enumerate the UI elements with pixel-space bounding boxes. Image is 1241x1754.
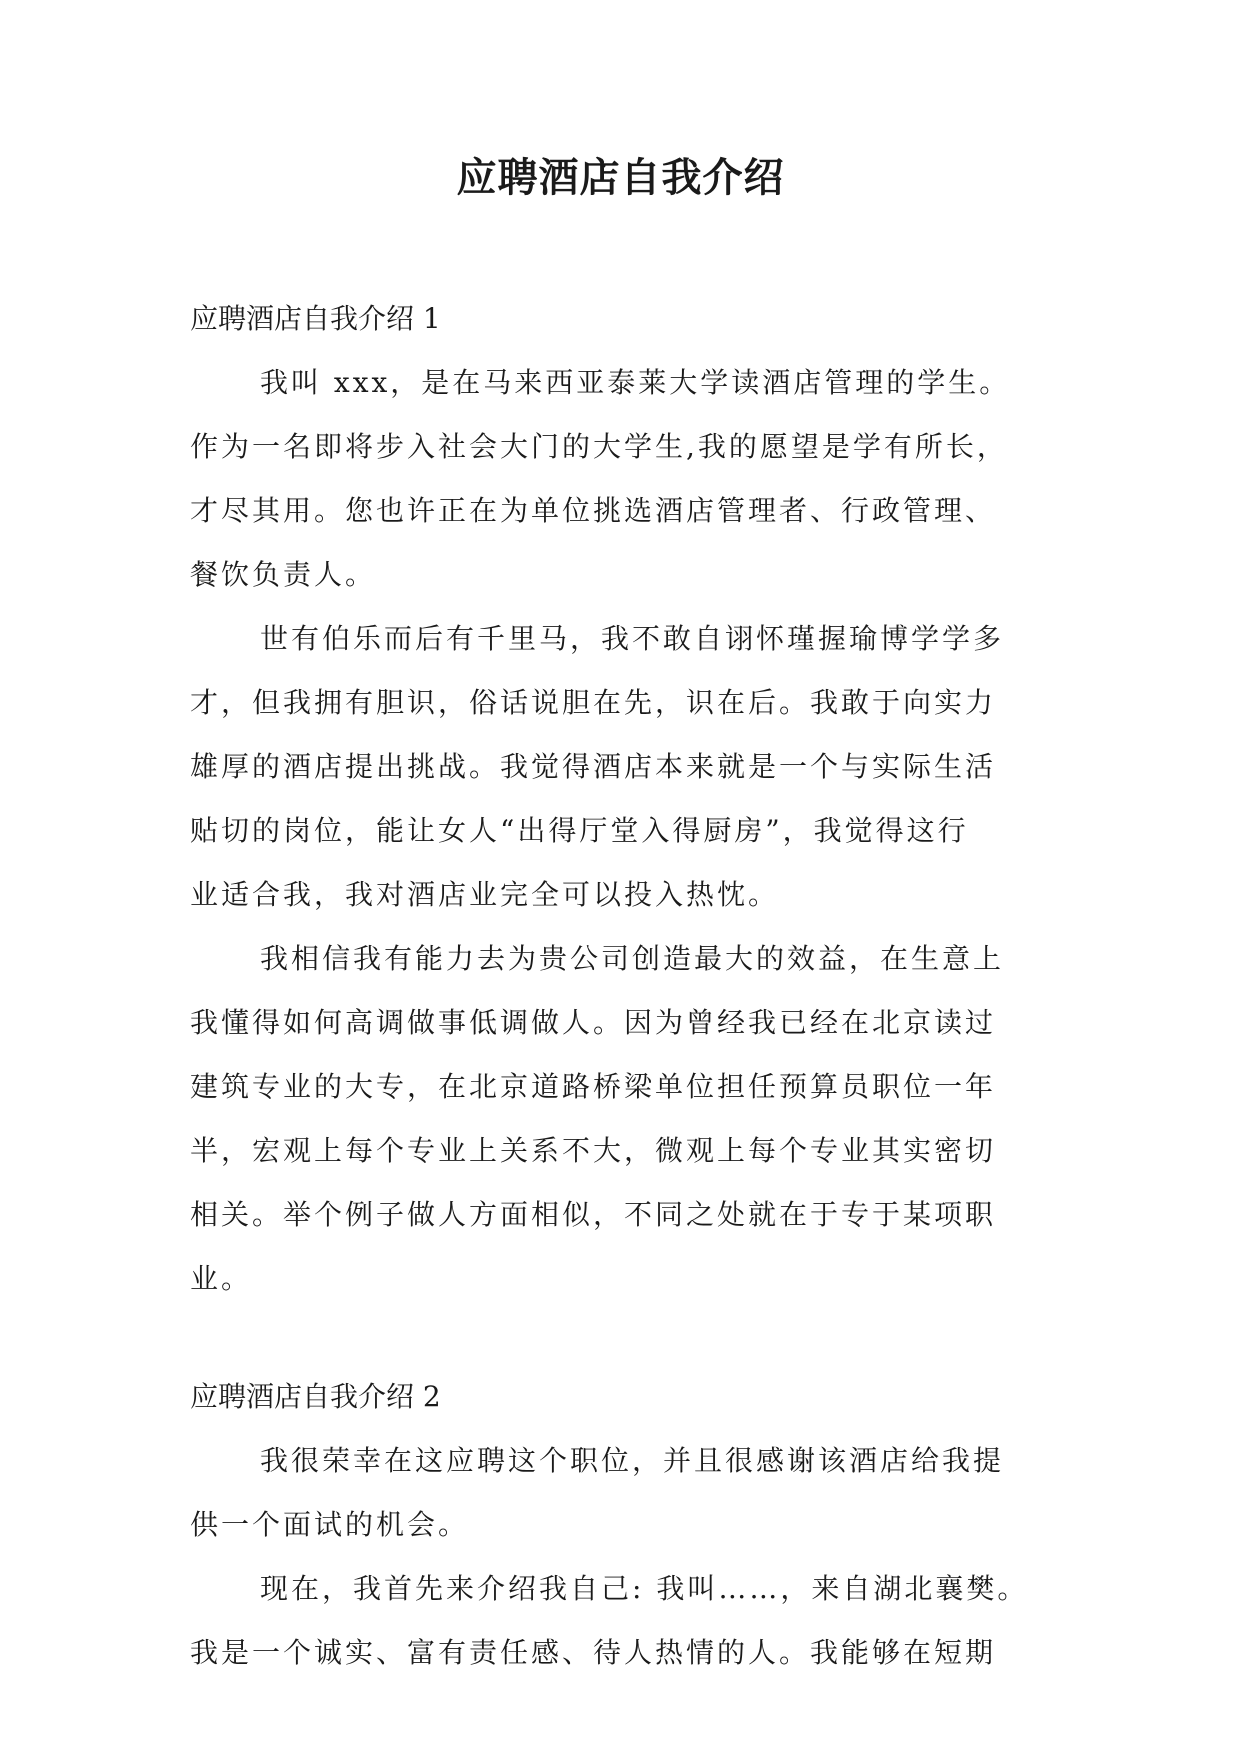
paragraph-line: 作为一名即将步入社会大门的大学生,我的愿望是学有所长， [190, 430, 1008, 463]
paragraph-line: 相关。举个例子做人方面相似，不同之处就在于专于某项职 [190, 1198, 997, 1231]
paragraph-line: 半，宏观上每个专业上关系不大，微观上每个专业其实密切 [190, 1134, 997, 1167]
document-title: 应聘酒店自我介绍 [456, 155, 785, 201]
paragraph [190, 1557, 1060, 1685]
paragraph-line: 才尽其用。您也许正在为单位挑选酒店管理者、行政管理、 [190, 494, 997, 527]
paragraph-line: 才，但我拥有胆识，俗话说胆在先，识在后。我敢于向实力 [190, 686, 997, 719]
section-heading: 应聘酒店自我介绍 1 [190, 302, 441, 335]
paragraph-line: 雄厚的酒店提出挑战。我觉得酒店本来就是一个与实际生活 [190, 750, 997, 783]
paragraph [190, 927, 1060, 1311]
document-body [190, 287, 1060, 1685]
section-2 [190, 1365, 1060, 1685]
paragraph-line: 世有伯乐而后有千里马，我不敢自诩怀瑾握瑜博学学多 [260, 622, 1005, 655]
section-heading: 应聘酒店自我介绍 2 [190, 1380, 441, 1413]
paragraph-line: 供一个面试的机会。 [190, 1508, 470, 1541]
paragraph-line: 现在，我首先来介绍我自己: 我叫……，来自湖北襄樊。 [260, 1572, 1029, 1605]
paragraph-line: 业适合我，我对酒店业完全可以投入热忱。 [190, 878, 780, 911]
paragraph-line: 贴切的岗位，能让女人“出得厅堂入得厨房”，我觉得这行 [190, 814, 969, 847]
paragraph-line: 我相信我有能力去为贵公司创造最大的效益，在生意上 [260, 942, 1005, 975]
paragraph-line: 餐饮负责人。 [190, 558, 377, 591]
paragraph-line: 建筑专业的大专，在北京道路桥梁单位担任预算员职位一年 [190, 1070, 997, 1103]
paragraph-line: 我懂得如何高调做事低调做人。因为曾经我已经在北京读过 [190, 1006, 997, 1039]
section-spacer [190, 1311, 1060, 1365]
paragraph [190, 1429, 1060, 1557]
paragraph [190, 351, 1060, 607]
paragraph-line: 我叫 xxx，是在马来西亚泰莱大学读酒店管理的学生。 [260, 366, 1011, 399]
paragraph-line: 我是一个诚实、富有责任感、待人热情的人。我能够在短期 [190, 1636, 997, 1669]
paragraph-line: 我很荣幸在这应聘这个职位，并且很感谢该酒店给我提 [260, 1444, 1005, 1477]
paragraph [190, 607, 1060, 927]
paragraph-line: 业。 [190, 1262, 253, 1295]
section-1 [190, 287, 1060, 1311]
